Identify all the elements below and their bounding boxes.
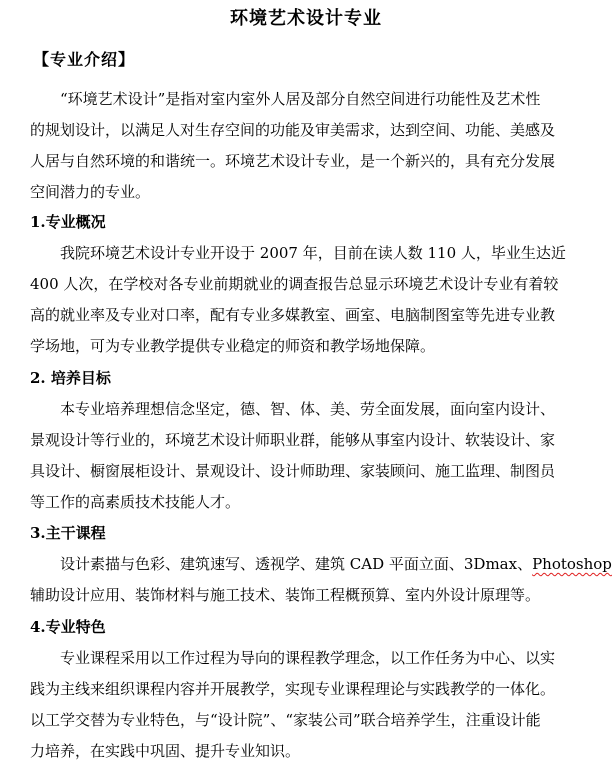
paragraph-line: 以工学交替为专业特色，与“设计院”、“家装公司”联合培养学生，注重设计能 xyxy=(30,711,541,729)
paragraph-line: 本专业培养理想信念坚定，德、智、体、美、劳全面发展，面向室内设计、 xyxy=(60,400,556,418)
section-heading-overview: 1.专业概况 xyxy=(30,213,106,231)
paragraph-line: 400 人次，在学校对各专业前期就业的调查报告总显示环境艺术设计专业有着较 xyxy=(30,275,559,293)
paragraph-line: 具设计、橱窗展柜设计、景观设计、设计师助理、家装顾问、施工监理、制图员 xyxy=(30,462,556,480)
intro-paragraph xyxy=(30,84,586,208)
overview-paragraph xyxy=(30,238,586,362)
paragraph-line: 人居与自然环境的和谐统一。环境艺术设计专业，是一个新兴的，具有充分发展 xyxy=(30,152,556,170)
section-heading-features: 4.专业特色 xyxy=(30,618,106,636)
paragraph-line: 空间潜力的专业。 xyxy=(30,183,151,201)
paragraph-line: 景观设计等行业的，环境艺术设计师职业群，能够从事室内设计、软装设计、家 xyxy=(30,431,556,449)
paragraph-line: 的规划设计，以满足人对生存空间的功能及审美需求，达到空间、功能、美感及 xyxy=(30,121,556,139)
paragraph-line: 我院环境艺术设计专业开设于 2007 年，目前在读人数 110 人，毕业生达近 xyxy=(60,244,566,262)
paragraph-line xyxy=(30,549,612,580)
features-paragraph xyxy=(30,643,586,767)
page-title: 环境艺术设计专业 xyxy=(230,8,382,29)
intro-heading: 【专业介绍】 xyxy=(33,50,136,69)
paragraph-line: 辅助设计应用、装饰材料与施工技术、装饰工程概预算、室内外设计原理等。 xyxy=(30,586,541,604)
paragraph-line: 力培养，在实践中巩固、提升专业知识。 xyxy=(30,742,301,760)
spellcheck-flagged-word[interactable]: Photoshop xyxy=(532,555,612,573)
section-heading-courses: 3.主干课程 xyxy=(30,524,106,542)
paragraph-line: 践为主线来组织课程内容并开展教学，实现专业课程理论与实践教学的一体化。 xyxy=(30,680,556,698)
paragraph-line: 专业课程采用以工作过程为导向的课程教学理念，以工作任务为中心、以实 xyxy=(60,649,556,667)
section-heading-goals: 2. 培养目标 xyxy=(30,369,111,387)
paragraph-line: 等工作的高素质技术技能人才。 xyxy=(30,493,241,511)
paragraph-line: 高的就业率及专业对口率，配有专业多媒教室、画室、电脑制图室等先进专业教 xyxy=(30,306,556,324)
courses-paragraph xyxy=(30,549,612,611)
goals-paragraph xyxy=(30,394,586,518)
paragraph-line: “环境艺术设计”是指对室内室外人居及部分自然空间进行功能性及艺术性 xyxy=(60,90,541,108)
paragraph-line: 学场地，可为专业教学提供专业稳定的师资和教学场地保障。 xyxy=(30,337,436,355)
courses-text: 设计素描与色彩、建筑速写、透视学、建筑 CAD 平面立面、3Dmax、 xyxy=(60,555,533,573)
